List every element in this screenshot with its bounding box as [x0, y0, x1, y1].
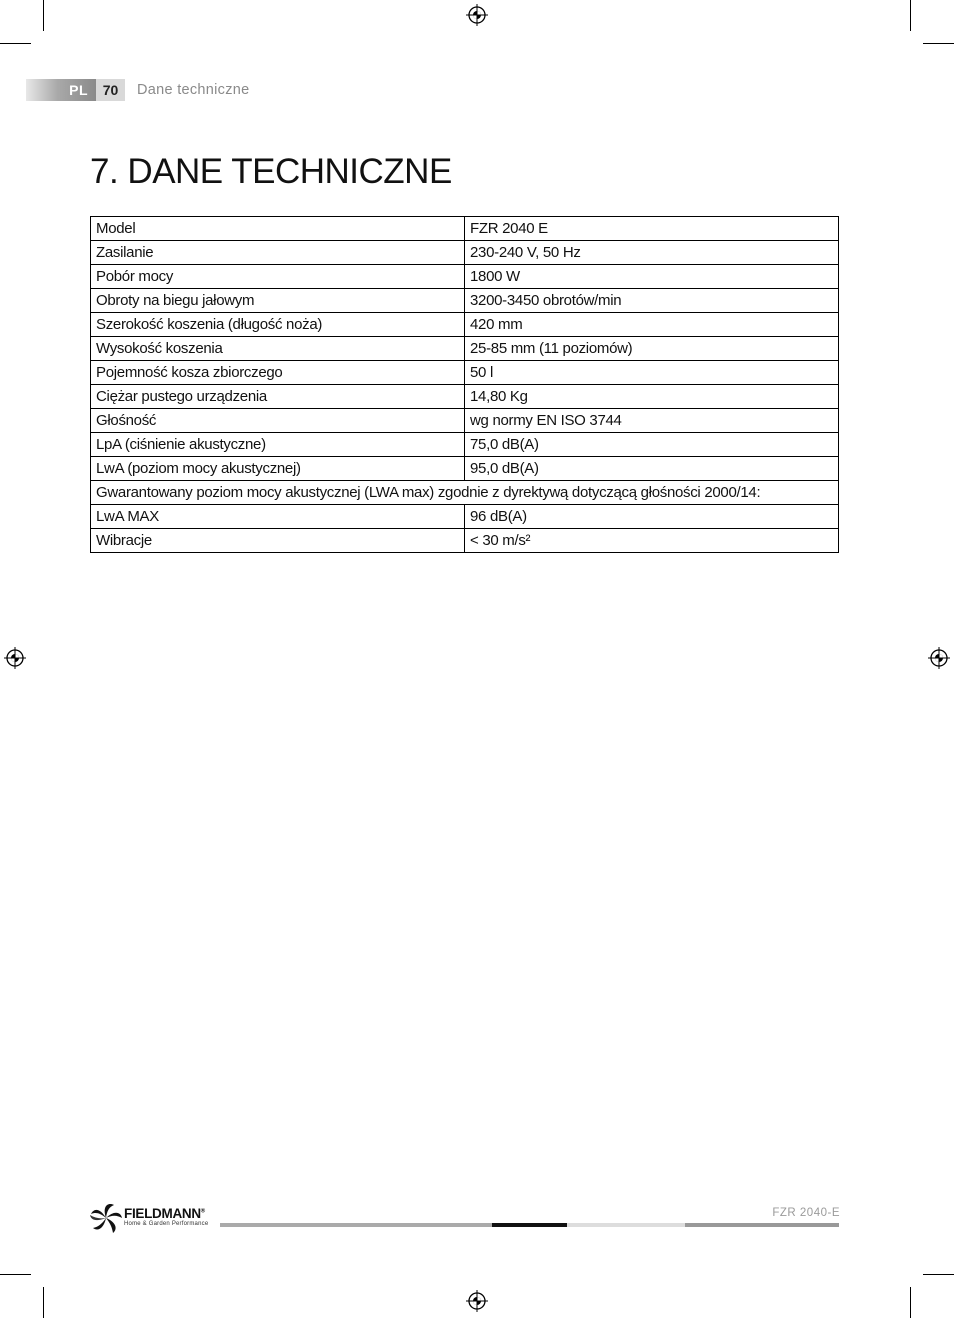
footer-bar-segment: [492, 1223, 567, 1227]
spec-value: 25-85 mm (11 poziomów): [465, 337, 839, 361]
brand-tagline: Home & Garden Performance: [124, 1221, 209, 1227]
brand-name: FIELDMANN®: [124, 1206, 205, 1221]
spec-value: < 30 m/s²: [465, 529, 839, 553]
section-header: Dane techniczne: [137, 82, 250, 98]
spec-label: Ciężar pustego urządzenia: [91, 385, 465, 409]
spec-label: Głośność: [91, 409, 465, 433]
spec-value: 420 mm: [465, 313, 839, 337]
spec-label: Szerokość koszenia (długość noża): [91, 313, 465, 337]
footer-bar-segment: [220, 1223, 492, 1227]
spec-value: 3200-3450 obrotów/min: [465, 289, 839, 313]
table-row: [91, 505, 839, 529]
table-row: [91, 481, 839, 505]
spec-value: 14,80 Kg: [465, 385, 839, 409]
spec-value: 230-240 V, 50 Hz: [465, 241, 839, 265]
table-row: [91, 337, 839, 361]
spec-label: Wysokość koszenia: [91, 337, 465, 361]
registration-mark-icon: [466, 1290, 488, 1312]
crop-mark: [0, 1274, 31, 1275]
spec-value: 95,0 dB(A): [465, 457, 839, 481]
table-row: [91, 361, 839, 385]
spec-value: wg normy EN ISO 3744: [465, 409, 839, 433]
spec-label: Pobór mocy: [91, 265, 465, 289]
table-row: [91, 289, 839, 313]
crop-mark: [43, 1287, 44, 1318]
page-title: 7. DANE TECHNICZNE: [90, 152, 452, 191]
page-number-tab: [96, 79, 125, 101]
crop-mark: [923, 43, 954, 44]
spec-value: 75,0 dB(A): [465, 433, 839, 457]
language-tab: [26, 79, 96, 101]
table-row: [91, 313, 839, 337]
table-row: [91, 385, 839, 409]
spec-value: 1800 W: [465, 265, 839, 289]
spec-table-body: [91, 217, 839, 553]
footer-bar-segment: [567, 1223, 685, 1227]
registered-mark: ®: [200, 1208, 205, 1215]
spec-label: LpA (ciśnienie akustyczne): [91, 433, 465, 457]
spec-label: Model: [91, 217, 465, 241]
spec-label: Pojemność kosza zbiorczego: [91, 361, 465, 385]
footer-model-code: FZR 2040-E: [772, 1207, 840, 1219]
spec-value: 50 l: [465, 361, 839, 385]
spec-label: Gwarantowany poziom mocy akustycznej (LWA max) zgodnie z dyrektywą dotyczącą głośności 2000/14:: [91, 481, 839, 505]
spec-label: Obroty na biegu jałowym: [91, 289, 465, 313]
crop-mark: [43, 0, 44, 31]
page-number: 70: [102, 82, 119, 98]
spec-label: Zasilanie: [91, 241, 465, 265]
registration-mark-icon: [4, 647, 26, 669]
spec-label: Wibracje: [91, 529, 465, 553]
table-row: [91, 457, 839, 481]
crop-mark: [923, 1274, 954, 1275]
table-row: [91, 241, 839, 265]
table-row: [91, 433, 839, 457]
language-label: PL: [69, 82, 88, 98]
registration-mark-icon: [466, 4, 488, 26]
table-row: [91, 529, 839, 553]
footer-bar-segment: [685, 1223, 839, 1227]
crop-mark: [910, 1287, 911, 1318]
table-row: [91, 265, 839, 289]
table-row: [91, 217, 839, 241]
registration-mark-icon: [928, 647, 950, 669]
crop-mark: [910, 0, 911, 31]
spec-label: LwA (poziom mocy akustycznej): [91, 457, 465, 481]
spec-table: [90, 216, 839, 553]
spec-value: 96 dB(A): [465, 505, 839, 529]
spec-value: FZR 2040 E: [465, 217, 839, 241]
crop-mark: [0, 43, 31, 44]
table-row: [91, 409, 839, 433]
spec-label: LwA MAX: [91, 505, 465, 529]
